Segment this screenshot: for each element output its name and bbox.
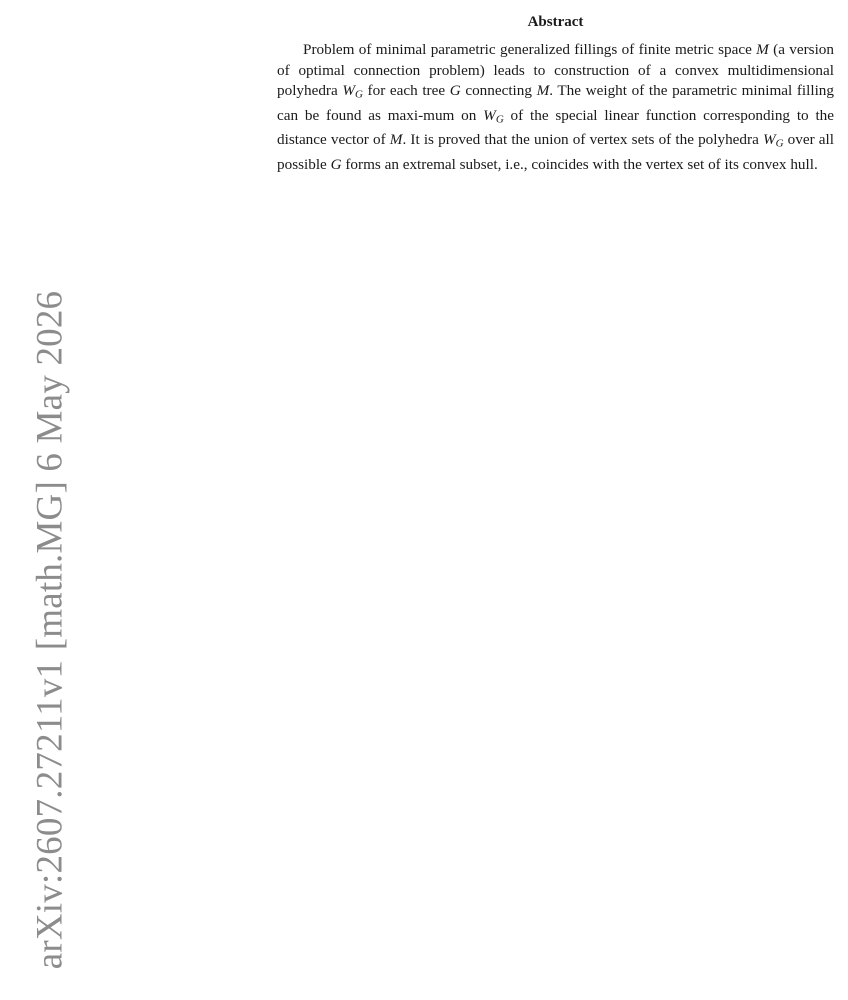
abstract-text-run: . It is proved that the union of vertex sets of the polyhedra: [402, 131, 763, 149]
math-symbol-base: W: [342, 82, 356, 100]
abstract-section: [277, 12, 834, 175]
abstract-title: Abstract: [527, 14, 584, 30]
abstract-text-run: (a version of optimal connection problem) leads to construction of a convex multidimensional polyhedra: [277, 41, 834, 100]
abstract-text-run: connecting: [460, 82, 537, 100]
math-symbol: [342, 82, 363, 102]
abstract-text-run: . The weight of the parametric minimal filling can be found as maxi-mum on: [277, 82, 834, 124]
math-symbol: [390, 131, 403, 148]
math-symbol-base: M: [756, 41, 769, 58]
math-symbol: [756, 41, 769, 58]
arxiv-identifier-stamp: arXiv:2607.27211v1 [math.MG] 6 May 2026: [29, 290, 71, 970]
math-symbol: [762, 131, 784, 151]
math-symbol-base: W: [762, 131, 776, 149]
abstract-text-run: Problem of minimal parametric generalized fillings of finite metric space: [303, 41, 757, 58]
abstract-body: [277, 40, 834, 175]
math-symbol-base: G: [449, 82, 461, 100]
math-symbol-base: M: [536, 82, 550, 100]
math-symbol: [483, 107, 504, 124]
math-symbol-base: W: [483, 106, 496, 124]
math-subscript: G: [355, 89, 363, 102]
math-symbol-base: G: [330, 155, 342, 173]
abstract-text-run: of the special linear function corresponding to the distance vector of: [277, 106, 834, 149]
abstract-text-run: over all possible: [277, 131, 834, 173]
math-symbol: [331, 156, 342, 173]
math-symbol: [537, 82, 550, 99]
math-symbol: [450, 82, 461, 99]
math-subscript: G: [775, 138, 784, 151]
abstract-text-run: forms an extremal subset, i.e., coincides with the vertex set of its convex hull.: [341, 155, 818, 173]
math-symbol-base: M: [389, 131, 403, 149]
abstract-text-run: for each tree: [362, 82, 450, 100]
math-subscript: G: [495, 113, 504, 126]
